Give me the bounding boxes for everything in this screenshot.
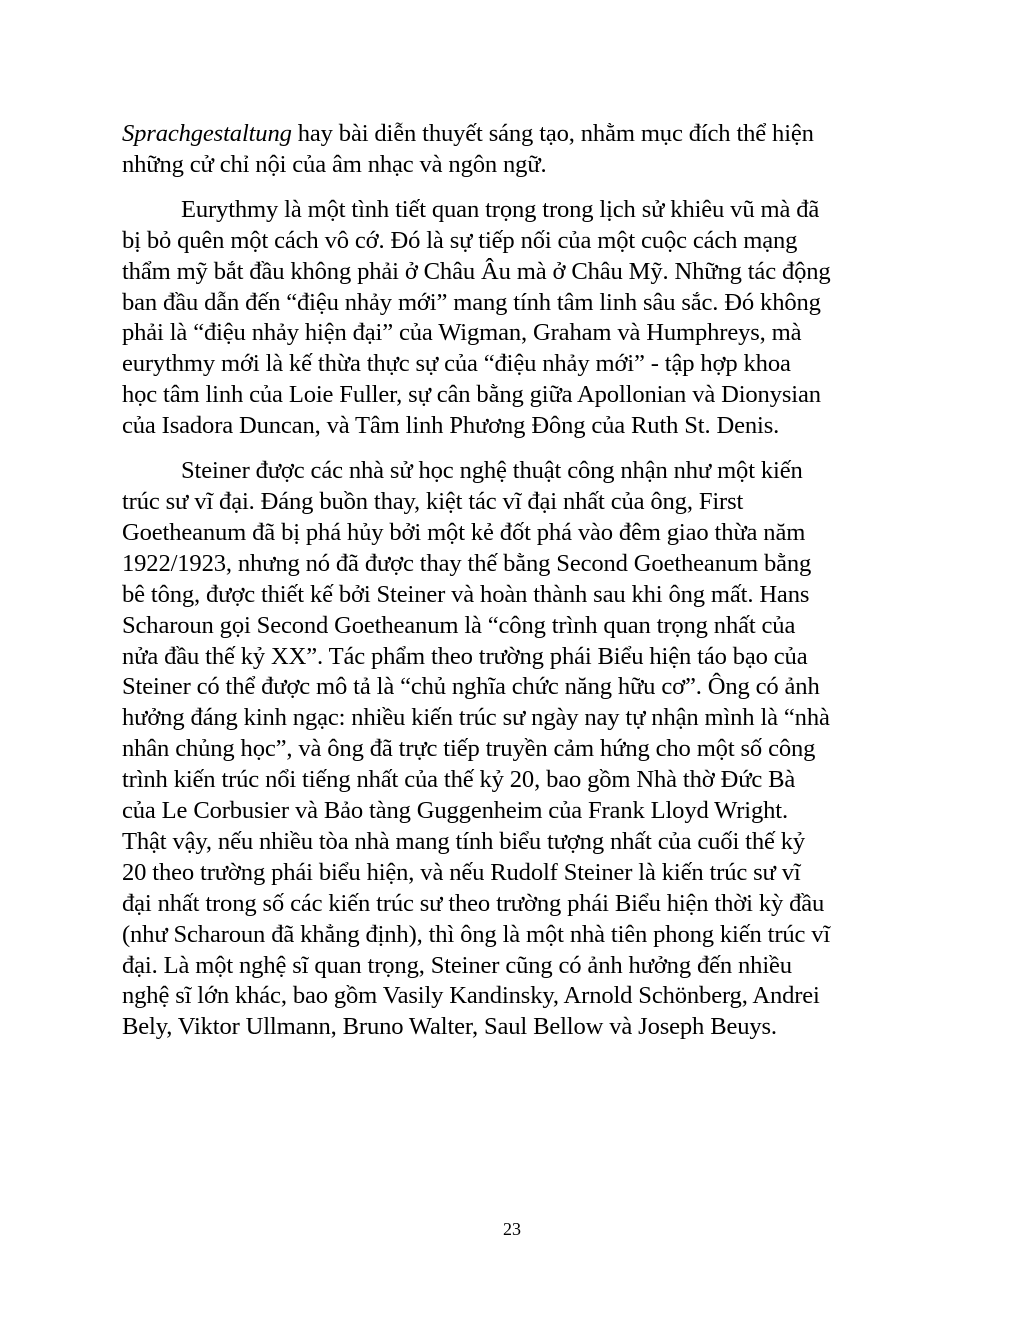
text-line: học tâm linh của Loie Fuller, sự cân bằng giữa Apollonian và Dionysian (122, 381, 821, 409)
text-line: của Isadora Duncan, và Tâm linh Phương Đông của Ruth St. Denis. (122, 412, 780, 440)
paragraph-2 (122, 195, 902, 442)
text-line: những cử chỉ nội của âm nhạc và ngôn ngữ. (122, 150, 547, 178)
text-line: phải là “điệu nhảy hiện đại” của Wigman, Graham và Humphreys, mà (122, 319, 802, 347)
text-line: của Le Corbusier và Bảo tàng Guggenheim của Frank Lloyd Wright. (122, 797, 788, 825)
text-line: 20 theo trường phái biểu hiện, và nếu Rudolf Steiner là kiến trúc sư vĩ (122, 858, 801, 886)
text-line: ban đầu dẫn đến “điệu nhảy mới” mang tính tâm linh sâu sắc. Đó không (122, 288, 821, 316)
text-line: bê tông, được thiết kế bởi Steiner và hoàn thành sau khi ông mất. Hans (122, 580, 810, 608)
text-line: (như Scharoun đã khẳng định), thì ông là một nhà tiên phong kiến trúc vĩ (122, 920, 831, 948)
text-line: hưởng đáng kinh ngạc: nhiều kiến trúc sư ngày nay tự nhận mình là “nhà (122, 704, 830, 732)
page-number: 23 (503, 1219, 521, 1239)
text-line: Sprachgestaltung hay bài diễn thuyết sáng tạo, nhằm mục đích thể hiện (122, 120, 814, 147)
text-line: eurythmy mới là kế thừa thực sự của “điệu nhảy mới” - tập hợp khoa (122, 350, 791, 378)
text-line: Goetheanum đã bị phá hủy bởi một kẻ đốt phá vào đêm giao thừa năm (122, 518, 806, 546)
text-line: đại nhất trong số các kiến trúc sư theo trường phái Biểu hiện thời kỳ đầu (122, 889, 825, 917)
text-line: bị bỏ quên một cách vô cớ. Đó là sự tiếp nối của một cuộc cách mạng (122, 226, 798, 254)
text-line: 1922/1923, nhưng nó đã được thay thế bằng Second Goetheanum bằng (122, 549, 812, 577)
text-line: Eurythmy là một tình tiết quan trọng trong lịch sử khiêu vũ mà đã (181, 195, 820, 223)
text-line: Steiner được các nhà sử học nghệ thuật công nhận như một kiến (181, 457, 803, 485)
text-line: nhân chủng học”, và ông đã trực tiếp truyền cảm hứng cho một số công (122, 735, 816, 763)
text-line: Steiner có thể được mô tả là “chủ nghĩa chức năng hữu cơ”. Ông có ảnh (122, 673, 820, 701)
text-line: trúc sư vĩ đại. Đáng buồn thay, kiệt tác vĩ đại nhất của ông, First (122, 487, 744, 515)
text-line: thẩm mỹ bắt đầu không phải ở Châu Âu mà ở Châu Mỹ. Những tác động (122, 257, 831, 285)
text-line: Bely, Viktor Ullmann, Bruno Walter, Saul Bellow và Joseph Beuys. (122, 1013, 777, 1041)
document-body (122, 119, 902, 1057)
text-line: đại. Là một nghệ sĩ quan trọng, Steiner cũng có ảnh hưởng đến nhiều (122, 951, 792, 979)
text-line: nghệ sĩ lớn khác, bao gồm Vasily Kandinsky, Arnold Schönberg, Andrei (122, 982, 820, 1010)
text-line: nửa đầu thế kỷ XX”. Tác phẩm theo trường phái Biểu hiện táo bạo của (122, 642, 808, 670)
italic-term: Sprachgestaltung (122, 120, 292, 147)
paragraph-1 (122, 119, 902, 181)
text-line: Scharoun gọi Second Goetheanum là “công trình quan trọng nhất của (122, 611, 796, 639)
paragraph-3 (122, 456, 902, 1043)
text-line: Thật vậy, nếu nhiều tòa nhà mang tính biểu tượng nhất của cuối thế kỷ (122, 827, 806, 855)
text-line: trình kiến trúc nổi tiếng nhất của thế kỷ 20, bao gồm Nhà thờ Đức Bà (122, 766, 796, 794)
